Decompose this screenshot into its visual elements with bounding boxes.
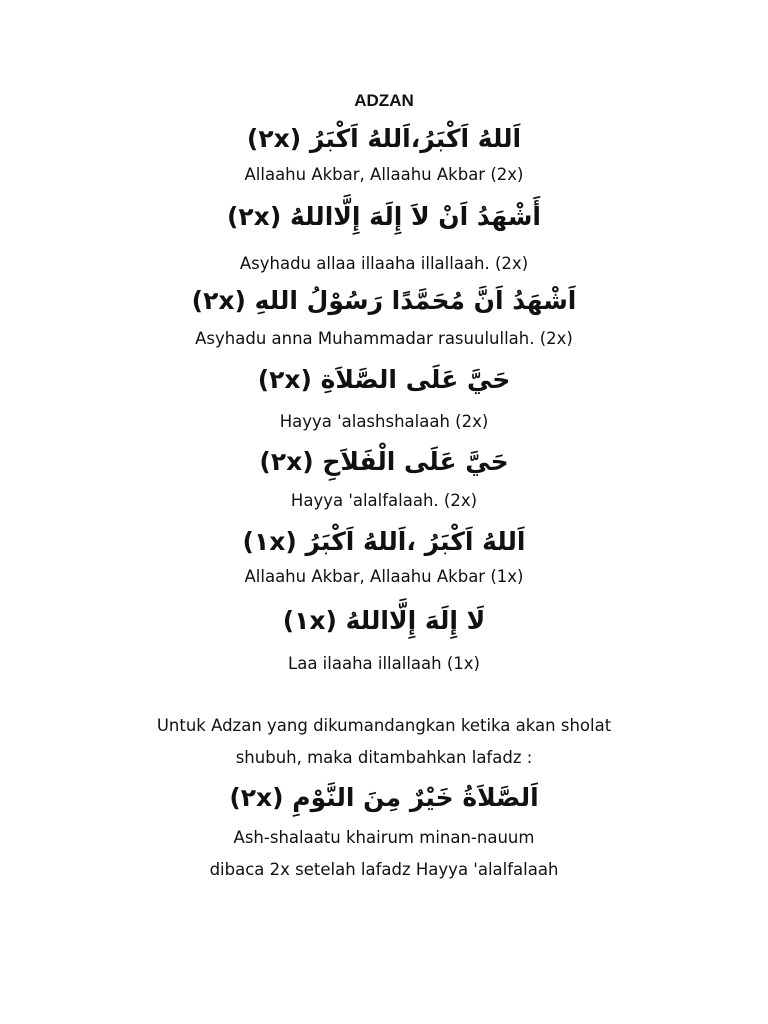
note-line-2: shubuh, maka ditambahkan lafadz : [235,748,533,767]
latin-line-2: Asyhadu allaa illaaha illallaah. (2x) [239,254,529,273]
latin-line-7: Laa ilaaha illallaah (1x) [288,654,480,673]
note-line-1: Untuk Adzan yang dikumandangkan ketika akan sholat [156,716,612,735]
latin-line-4: Hayya 'alashshalaah (2x) [279,412,489,431]
latin-line-1: Allaahu Akbar, Allaahu Akbar (2x) [244,165,524,184]
latin-line-3: Asyhadu anna Muhammadar rasuulullah. (2x) [195,329,573,348]
arabic-line-4: حَيَّ عَلَى الصَّلاَةِ (٢x) [257,365,511,394]
document-title: ADZAN [354,91,414,110]
arabic-extra-line: اَلصَّلاَةُ خَيْرٌ مِنَ النَّوْمِ (٢x) [229,783,539,812]
arabic-line-1: اَللهُ اَكْبَرُ،اَللهُ اَكْبَرُ (٢x) [246,124,522,153]
latin-extra-line-2: dibaca 2x setelah lafadz Hayya 'alalfalaah [209,860,559,879]
arabic-line-3: اَشْهَدُ اَنَّ مُحَمَّدًا رَسُوْلُ اللهِ (٢x) [191,286,577,315]
latin-line-5: Hayya 'alalfalaah. (2x) [290,491,478,510]
latin-extra-line-1: Ash-shalaatu khairum minan-nauum [233,828,535,847]
arabic-line-7: لَا إِلَهَ إِلَّااللهُ (١x) [282,606,486,635]
latin-line-6: Allaahu Akbar, Allaahu Akbar (1x) [244,567,524,586]
arabic-line-5: حَيَّ عَلَى الْفَلاَحِ (٢x) [259,447,509,476]
arabic-line-2: أَشْهَدُ اَنْ لاَ إِلَهَ إِلَّااللهُ (٢x) [226,202,542,231]
arabic-line-6: اَللهُ اَكْبَرُ ،اَللهُ اَكْبَرُ (١x) [242,527,526,556]
